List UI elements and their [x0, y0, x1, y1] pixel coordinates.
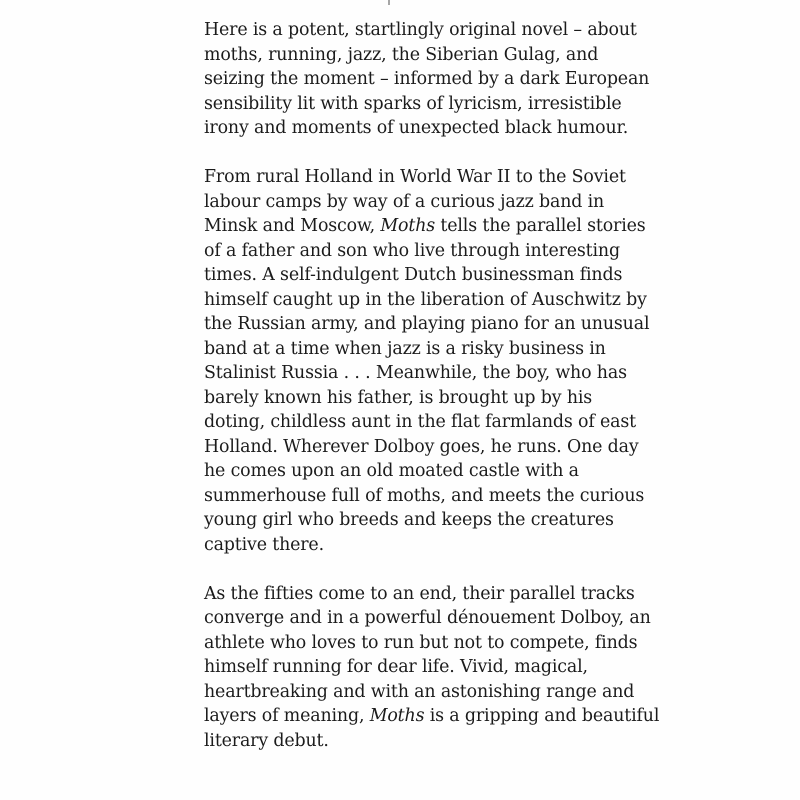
- print-speck: [388, 0, 390, 5]
- blurb-line: he comes upon an old moated castle with a: [204, 461, 579, 481]
- blurb-line: captive there.: [204, 534, 324, 555]
- blurb-line: sensibility lit with sparks of lyricism, irresistible: [204, 93, 622, 114]
- blurb-line: himself caught up in the liberation of Auschwitz by: [204, 289, 647, 310]
- blurb-paragraph: [204, 582, 764, 754]
- blurb-line: [204, 704, 764, 729]
- blurb-line: of a father and son who live through interesting: [204, 240, 620, 261]
- blurb-line: As the fifties come to an end, their parallel tracks: [204, 583, 635, 604]
- blurb-line: himself running for dear life. Vivid, magical,: [204, 657, 588, 677]
- blurb-line: [204, 214, 764, 239]
- blurb-line: irony and moments of unexpected black humour.: [204, 118, 629, 138]
- blurb-line: athlete who loves to run but not to compete, finds: [204, 632, 638, 653]
- blurb-line: labour camps by way of a curious jazz band in: [204, 191, 605, 212]
- blurb-text-segment: Minsk and Moscow,: [204, 216, 381, 236]
- blurb-text-segment: layers of meaning,: [204, 706, 370, 726]
- blurb-line: Holland. Wherever Dolboy goes, he runs. One day: [204, 436, 639, 457]
- blurb-line: moths, running, jazz, the Siberian Gulag, and: [204, 44, 599, 65]
- blurb-line: seizing the moment – informed by a dark European: [204, 69, 650, 89]
- blurb-line: From rural Holland in World War II to the Soviet: [204, 167, 626, 187]
- blurb-line: Here is a potent, startlingly original novel – about: [204, 20, 637, 40]
- blurb-text-segment: tells the parallel stories: [435, 216, 646, 236]
- blurb-paragraph: [204, 18, 764, 141]
- blurb-line: the Russian army, and playing piano for an unusual: [204, 314, 650, 334]
- blurb-paragraph: [204, 165, 764, 557]
- blurb-line: summerhouse full of moths, and meets the curious: [204, 485, 645, 506]
- blurb-line: Stalinist Russia . . . Meanwhile, the boy, who has: [204, 363, 627, 383]
- blurb-line: young girl who breeds and keeps the creatures: [204, 510, 614, 530]
- blurb-line: times. A self-indulgent Dutch businessman finds: [204, 265, 623, 285]
- blurb-line: converge and in a powerful dénouement Dolboy, an: [204, 608, 651, 628]
- blurb-line: barely known his father, is brought up by his: [204, 387, 593, 408]
- book-title-italic: Moths: [369, 706, 425, 726]
- book-title-italic: Moths: [380, 216, 436, 236]
- blurb-line: heartbreaking and with an astonishing range and: [204, 681, 635, 702]
- blurb-line: band at a time when jazz is a risky business in: [204, 338, 606, 359]
- blurb-line: literary debut.: [204, 730, 329, 751]
- blurb-line: doting, childless aunt in the flat farmlands of east: [204, 412, 636, 432]
- blurb-text-segment: is a gripping and beautiful: [424, 706, 660, 726]
- book-blurb: [204, 18, 764, 753]
